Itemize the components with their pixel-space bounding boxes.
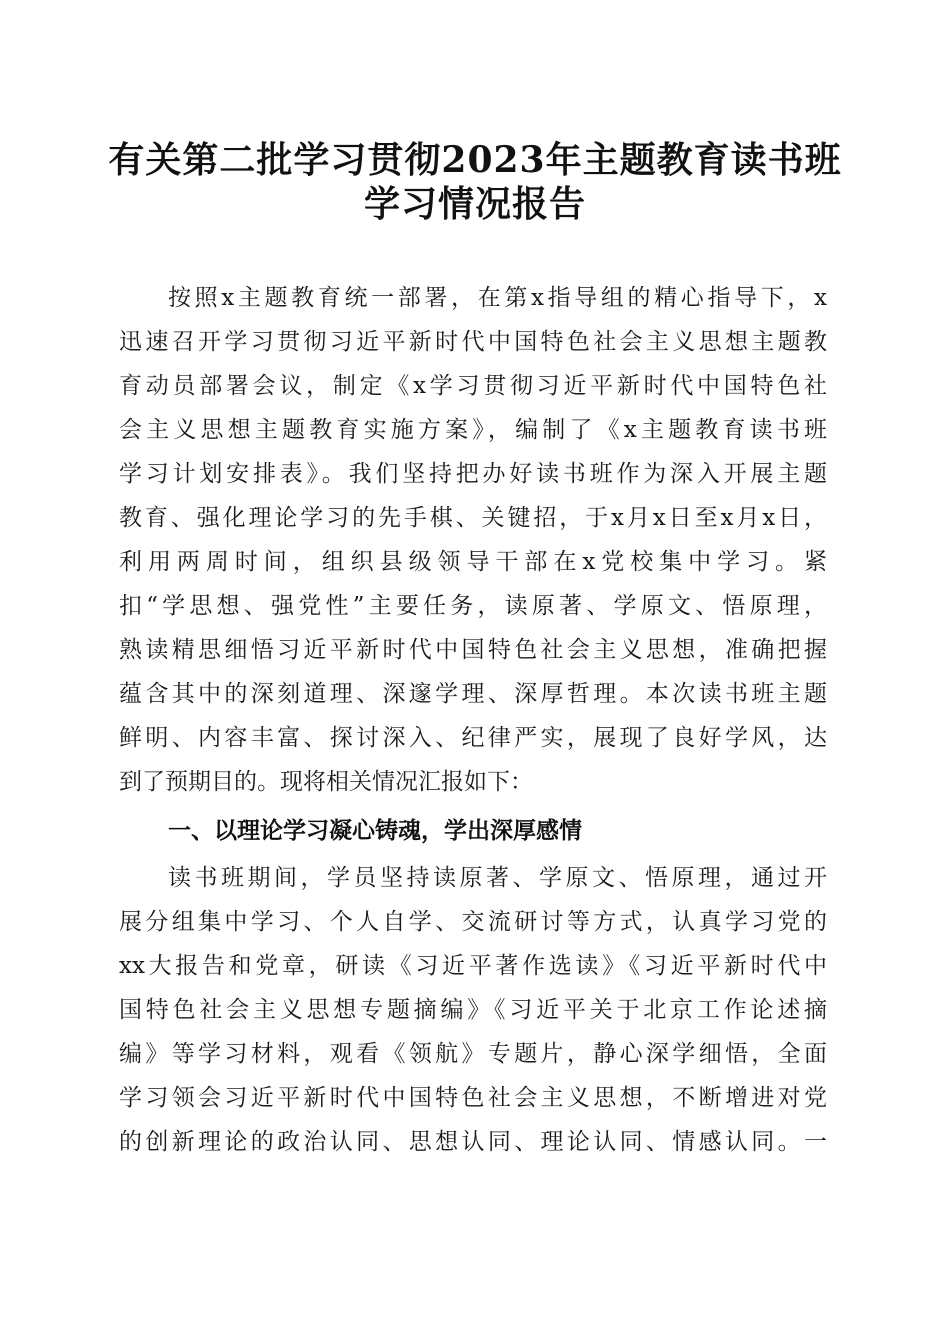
paragraph-line: 蕴含其中的深刻道理、深邃学理、深厚哲理。本次读书班主题 <box>119 681 827 707</box>
paragraph-line: 按照x主题教育统一部署，在第x指导组的精心指导下，x <box>168 285 827 311</box>
paragraph-line: 熟读精思细悟习近平新时代中国特色社会主义思想，准确把握 <box>119 637 827 663</box>
paragraph-line: 会主义思想主题教育实施方案》，编制了《x主题教育读书班 <box>119 417 827 443</box>
paragraph-line: 国特色社会主义思想专题摘编》《习近平关于北京工作论述摘 <box>119 997 827 1023</box>
section-heading-1: 一、以理论学习凝心铸魂，学出深厚感情 <box>168 818 582 844</box>
paragraph-line: xx大报告和党章，研读《习近平著作选读》《习近平新时代中 <box>119 953 827 979</box>
paragraph-line: 展分组集中学习、个人自学、交流研讨等方式，认真学习党的 <box>119 909 827 935</box>
paragraph-line: 编》等学习材料，观看《领航》专题片，静心深学细悟，全面 <box>119 1041 827 1067</box>
paragraph-line: 教育、强化理论学习的先手棋、关键招，于x月x日至x月x日， <box>119 505 827 531</box>
document-title-line-1: 有关第二批学习贯彻2023年主题教育读书班 <box>108 139 842 181</box>
paragraph-line: 利用两周时间，组织县级领导干部在x党校集中学习。紧 <box>119 549 827 575</box>
paragraph-line: 学习领会习近平新时代中国特色社会主义思想，不断增进对党 <box>119 1085 827 1111</box>
paragraph-line: 迅速召开学习贯彻习近平新时代中国特色社会主义思想主题教 <box>119 329 827 355</box>
paragraph-line: 的创新理论的政治认同、思想认同、理论认同、情感认同。一 <box>119 1129 827 1155</box>
paragraph-line: 鲜明、内容丰富、探讨深入、纪律严实，展现了良好学风，达 <box>119 725 827 751</box>
paragraph-line: 学习计划安排表》。我们坚持把办好读书班作为深入开展主题 <box>119 461 827 487</box>
paragraph-line: 扣“学思想、强党性”主要任务，读原著、学原文、悟原理， <box>119 593 827 619</box>
paragraph-line: 到了预期目的。现将相关情况汇报如下： <box>119 769 533 795</box>
paragraph-line: 读书班期间，学员坚持读原著、学原文、悟原理，通过开 <box>168 865 827 891</box>
document-title-line-2: 学习情况报告 <box>363 183 586 225</box>
paragraph-line: 育动员部署会议，制定《x学习贯彻习近平新时代中国特色社 <box>119 373 827 399</box>
